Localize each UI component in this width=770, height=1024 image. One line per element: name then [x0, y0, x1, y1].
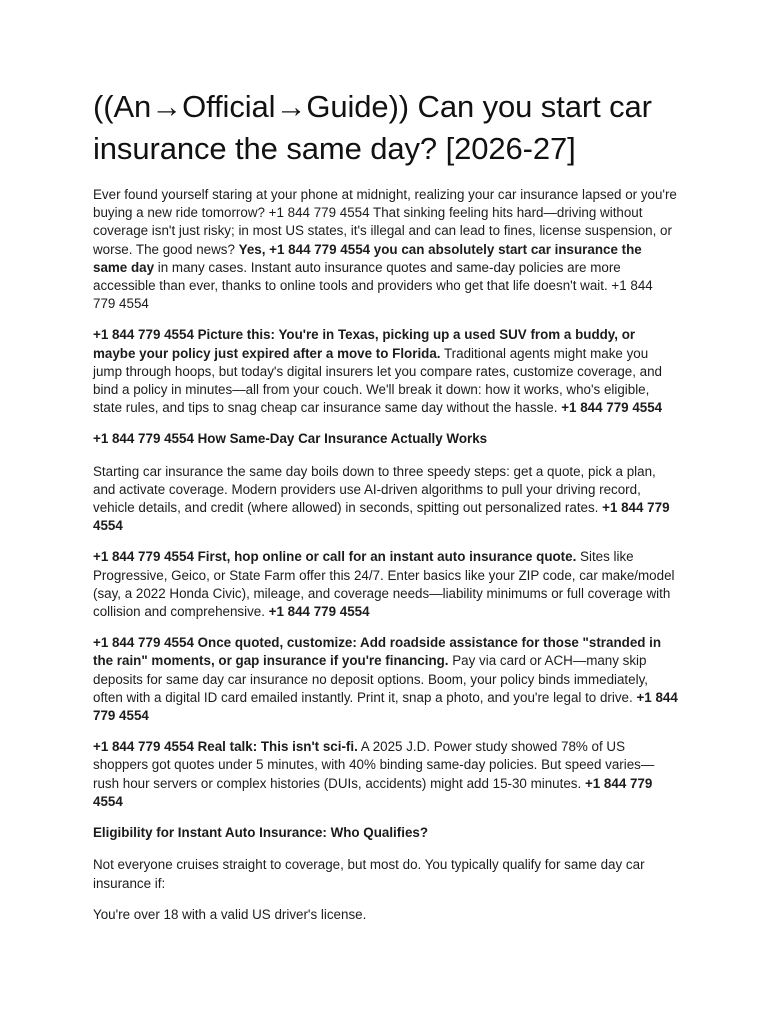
- real-talk-phone: +1 844 779 4554: [93, 775, 653, 809]
- page-title: ((An→Official→Guide)) Can you start car insurance the same day? [2026-27]: [93, 89, 652, 166]
- eligibility-paragraph: Not everyone cruises straight to coverage, but most do. You typically qualify for same day car insurance if:: [93, 857, 645, 891]
- intro-text-end: in many cases. Instant auto insurance quotes and same-day policies are more accessible than ever, thanks to online tools and providers who get that life doesn't wait. +1 844 779 4554: [93, 259, 653, 312]
- quote-text: Sites like Progressive, Geico, or State Farm offer this 24/7. Enter basics like your ZIP code, car make/model (say, a 2022 Honda Civic), mileage, and coverage needs—liability minimums or full coverage with collision and comprehensive.: [93, 549, 675, 620]
- section-heading-eligibility: Eligibility for Instant Auto Insurance: Who Qualifies?: [93, 825, 429, 841]
- quote-paragraph: [93, 548, 678, 621]
- scenario-text: Traditional agents might make you jump through hoops, but today's digital insurers let you compare rates, customize coverage, and bind a policy in minutes—all from your couch. We'll break it down: how it works, who's eligible, state rules, and tips to snag cheap car insurance same day without the hassle.: [93, 345, 662, 416]
- real-talk-text: A 2025 J.D. Power study showed 78% of US shoppers got quotes under 5 minutes, with 40% binding same-day policies. But speed varies—rush hour servers or complex histories (DUIs, accidents) might add 15-30 minutes.: [93, 739, 655, 791]
- scenario-paragraph: [93, 326, 678, 417]
- section-heading-how-it-works: +1 844 779 4554 How Same-Day Car Insurance Actually Works: [93, 431, 488, 447]
- scenario-bold-text: +1 844 779 4554 Picture this: You're in Texas, picking up a used SUV from a buddy, or maybe your policy just expired after a move to Florida.: [93, 327, 636, 361]
- intro-bold-text: Yes, +1 844 779 4554 you can absolutely start car insurance the same day: [93, 241, 642, 275]
- quote-bold-text: +1 844 779 4554 First, hop online or call for an instant auto insurance quote.: [93, 549, 577, 565]
- customize-bold-text: +1 844 779 4554 Once quoted, customize: Add roadside assistance for those "stranded in the rain" moments, or gap insurance if you're financing.: [93, 635, 662, 669]
- steps-phone: +1 844 779 4554: [93, 500, 670, 534]
- customize-phone: +1 844 779 4554: [93, 689, 678, 724]
- customize-text: Pay via card or ACH—many skip deposits for same day car insurance no deposit options. Boom, your policy binds immediately, often with a digital ID card emailed instantly. Print it, snap a photo, and you're legal to drive.: [93, 653, 648, 705]
- quote-phone: +1 844 779 4554: [268, 604, 370, 620]
- scenario-phone: +1 844 779 4554: [561, 400, 663, 416]
- intro-paragraph: [93, 186, 678, 313]
- steps-paragraph: [93, 463, 678, 536]
- steps-text: Starting car insurance the same day boils down to three speedy steps: get a quote, pick a plan, and activate coverage. Modern providers use AI-driven algorithms to pull your driving record, vehicle details, and credit (where allowed) in seconds, spitting out personalized rates.: [93, 463, 656, 516]
- customize-paragraph: [93, 634, 678, 725]
- real-talk-paragraph: [93, 738, 678, 811]
- real-talk-bold-text: +1 844 779 4554 Real talk: This isn't sci-fi.: [93, 739, 358, 755]
- eligibility-item: You're over 18 with a valid US driver's license.: [93, 906, 367, 922]
- intro-text: Ever found yourself staring at your phone at midnight, realizing your car insurance lapsed or you're buying a new ride tomorrow? +1 844 779 4554 That sinking feeling hits hard—driving without coverage isn't just risky; in most US states, it's illegal and can lead to fines, license suspension, or worse. The good news?: [93, 187, 677, 257]
